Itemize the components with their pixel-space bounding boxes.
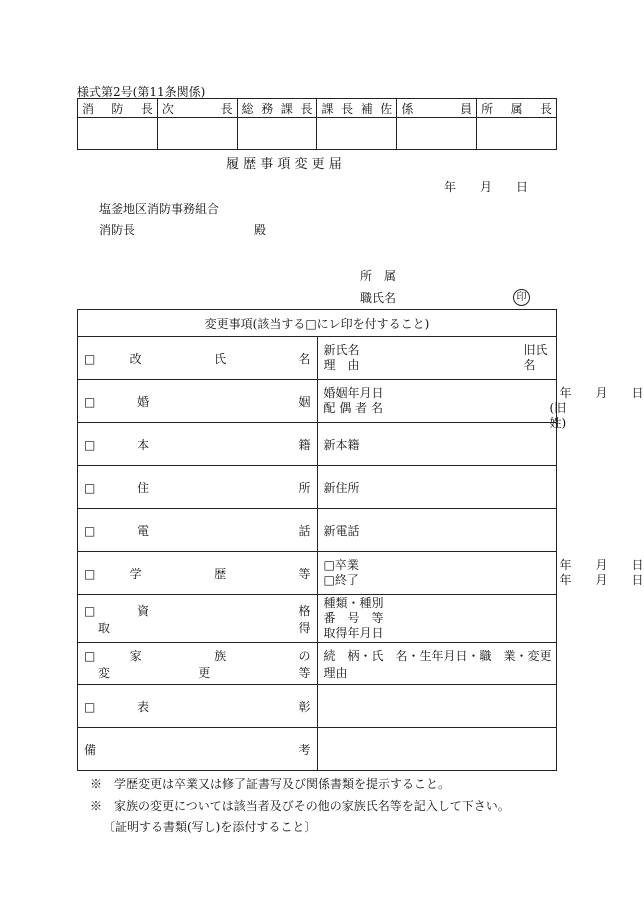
seal-icon: 印: [513, 289, 530, 306]
family-fields-label: 続 柄・氏 名・生年月日・職 業・変更理由: [323, 649, 552, 680]
addressee: 消防長: [99, 223, 136, 237]
label-family: □家 族 の: [84, 648, 311, 663]
row-education: □学 歴 等 □卒業 年 月 日 □終了 年 月 日: [78, 552, 557, 595]
approval-cell-general-affairs: 総務課長: [237, 99, 317, 118]
date-month: 月: [480, 180, 493, 194]
change-items-table: [77, 309, 644, 771]
name-label: 職氏名: [360, 291, 397, 305]
organization-name: 塩釜地区消防事務組合: [99, 202, 220, 216]
row-domicile: [78, 423, 557, 466]
label-education: □学 歴 等: [84, 566, 311, 581]
label-acquisition: 取 得: [98, 620, 311, 635]
spouse-name-label: 配 偶 者 名: [323, 401, 383, 415]
row-family: [78, 643, 557, 685]
stamp-box[interactable]: [317, 118, 397, 150]
label-domicile: □本 籍: [84, 437, 311, 452]
label-address: □住 所: [84, 480, 311, 495]
note-family: ※ 家族の変更については該当者及びその他の家族氏名等を記入して下さい。: [90, 799, 510, 813]
new-address-label: 新住所: [323, 480, 360, 495]
qualification-type-label: 種類・種別: [323, 596, 384, 610]
row-address: [78, 466, 557, 509]
reason-label: 理 由: [323, 358, 360, 372]
marriage-date-label: 婚姻年月日: [323, 386, 384, 400]
stamp-box[interactable]: [477, 118, 557, 150]
row-commendation: [78, 685, 557, 728]
affiliation-label: 所 属: [360, 269, 397, 283]
table-header: 変更事項(該当する□にレ印を付すること): [78, 310, 557, 337]
row-remarks: [78, 728, 557, 771]
form-title: 履 歴 事 項 変 更 届: [226, 157, 342, 172]
label-qualification: □資 格: [84, 603, 311, 618]
note-attachment: 〔証明する書類(写し)を添付すること〕: [103, 820, 317, 834]
completed-checkbox[interactable]: □終了: [323, 573, 359, 587]
new-phone-label: 新電話: [323, 523, 360, 538]
row-phone: [78, 509, 557, 552]
remarks-field[interactable]: [317, 728, 557, 771]
date-day: 日: [516, 180, 529, 194]
stamp-box[interactable]: [397, 118, 477, 150]
new-domicile-label: 新本籍: [323, 437, 360, 452]
stamp-box[interactable]: [78, 118, 158, 150]
label-commendation: □表 彰: [84, 699, 311, 714]
label-marriage: □婚 姻: [84, 394, 311, 409]
acquisition-date-label: 取得年月日: [323, 626, 384, 640]
approval-cell-department-head: 所属長: [477, 99, 557, 118]
maiden-name-label: (旧姓): [549, 401, 567, 430]
qualification-number-label: 番 号 等: [323, 611, 384, 625]
label-name-change: □改 氏 名: [84, 351, 311, 366]
row-name-change: [78, 337, 557, 380]
new-name-label: 新氏名: [323, 343, 360, 357]
label-remarks: 備 考: [84, 742, 311, 757]
row-qualification: [78, 595, 557, 643]
graduated-checkbox[interactable]: □卒業: [323, 558, 359, 572]
old-name-label: 旧氏名: [523, 343, 548, 372]
label-family-change: 変 更 等: [98, 665, 311, 680]
approval-cell-deputy: 次長: [157, 99, 237, 118]
approval-stamp-table: [77, 98, 557, 150]
date-year: 年: [444, 180, 457, 194]
note-education: ※ 学歴変更は卒業又は修了証書写及び関係書類を提示すること。: [90, 777, 451, 791]
stamp-box[interactable]: [237, 118, 317, 150]
honorific: 殿: [254, 223, 267, 237]
row-marriage: □婚 姻 婚姻年月日 年 月 日 配 偶 者 名 (旧姓): [78, 380, 557, 423]
label-phone: □電 話: [84, 523, 311, 538]
approval-cell-assistant-manager: 課長補佐: [317, 99, 397, 118]
approval-cell-staff: 係員: [397, 99, 477, 118]
stamp-box[interactable]: [157, 118, 237, 150]
commendation-field[interactable]: [317, 685, 557, 728]
form-number: 様式第2号(第11条関係): [77, 85, 206, 99]
approval-cell-chief: 消防長: [78, 99, 158, 118]
